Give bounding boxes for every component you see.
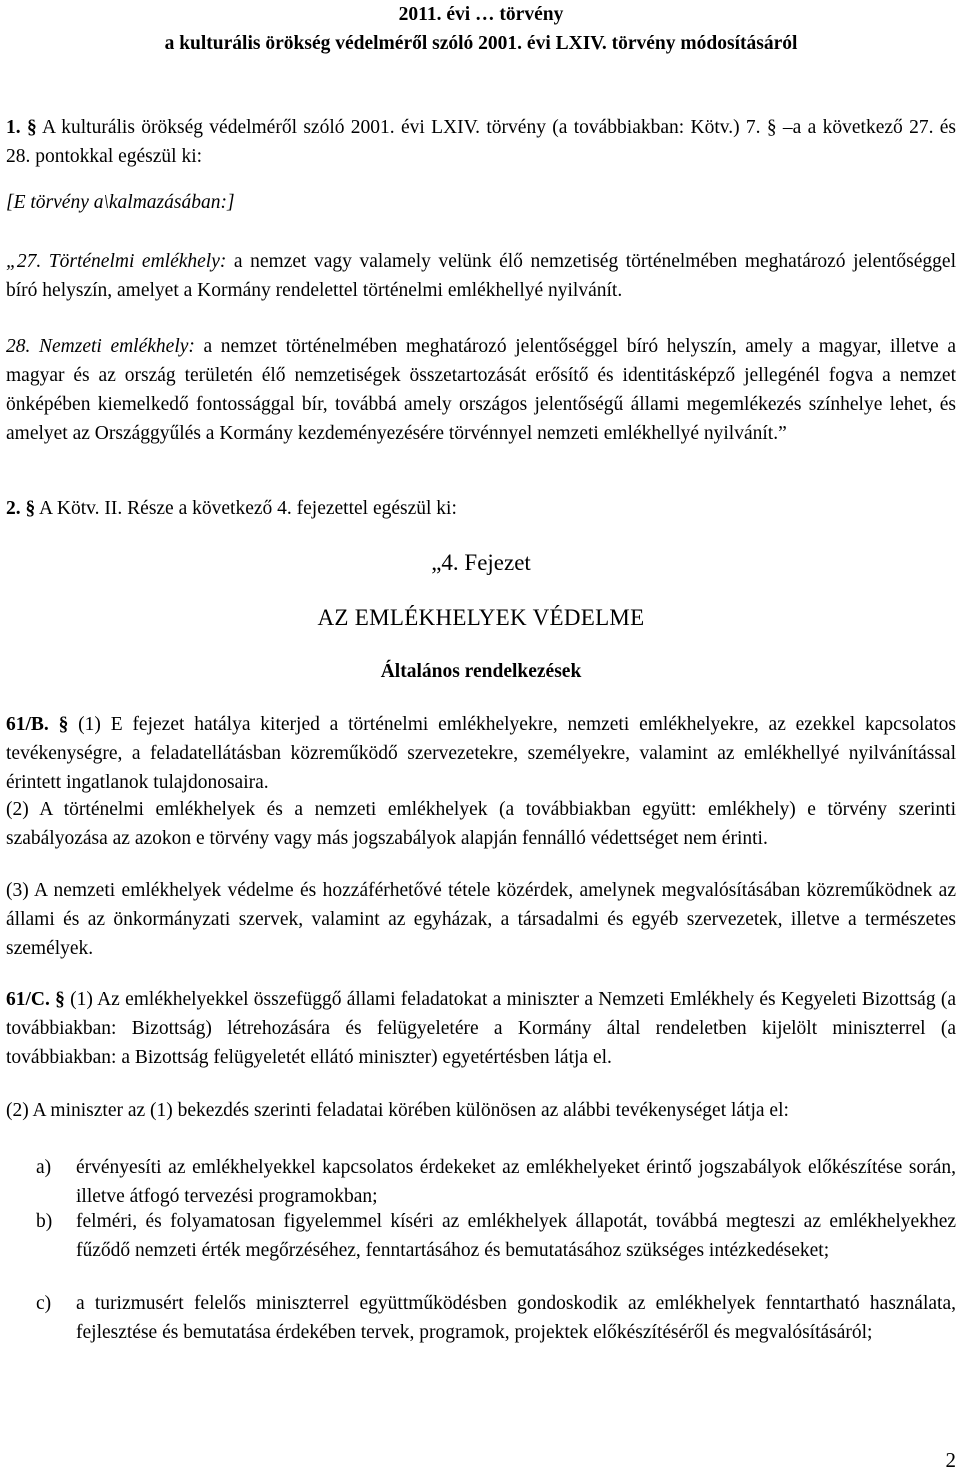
chapter-title: AZ EMLÉKHELYEK VÉDELME bbox=[317, 605, 645, 630]
section-2-text: A Kötv. II. Része a következő 4. fejezettel egészül ki: bbox=[35, 498, 457, 519]
document-title bbox=[6, 0, 956, 58]
point-27-text: a nemzet vagy valamely velünk élő nemzetiség történelmében meghatározó jelentőséggel bíró helyszín, amelyet a Kormány rendelettel történelmi emlékhellyé nyilvánít. bbox=[6, 251, 956, 301]
chapter-number: „4. Fejezet bbox=[431, 550, 531, 575]
chapter-subtitle: Általános rendelkezések bbox=[380, 661, 582, 682]
list-item-label: c) bbox=[36, 1293, 52, 1314]
section-61b-para-2: (2) A történelmi emlékhelyek és a nemzeti emlékhelyek (a továbbiakban együtt: emlékhely) e törvény szerinti szabályozása az azokon e törvény vagy más jogszabályok alapján fennálló védettséget nem érinti. bbox=[6, 799, 956, 849]
title-line-1: 2011. évi … törvény bbox=[398, 4, 564, 25]
list-item-text: a turizmusért felelős miniszterrel együttműködésben gondoskodik az emlékhelyek fenntartható használata, fejlesztése és bemutatása érdekében tervek, programok, projektek előkészítéséről és megvalósításáról; bbox=[76, 1293, 956, 1343]
list-item-b bbox=[6, 1207, 956, 1294]
point-27 bbox=[6, 247, 956, 305]
point-28-term: 28. Nemzeti emlékhely: bbox=[6, 336, 195, 357]
point-27-term: „27. Történelmi emlékhely: bbox=[6, 251, 227, 272]
list-item-label: a) bbox=[36, 1157, 52, 1178]
section-2 bbox=[6, 494, 956, 523]
page-number: 2 bbox=[945, 1448, 956, 1472]
section-2-number: 2. § bbox=[6, 498, 36, 519]
list-item-c bbox=[6, 1289, 956, 1376]
section-61c-para-1 bbox=[6, 985, 956, 1072]
list-item-label: b) bbox=[36, 1211, 53, 1232]
point-28-text: a nemzet történelmében meghatározó jelentőséggel bíró helyszín, amely a magyar, illetve a magyar és az ország területén élő nemzetiségek összetartozását erősítő és identitásképző jellegénél fogva a nemzet önképében kiemelkedő fontossággal bír, továbbá amely országos jelentőségű állami megemlékezés színhelye lehet, és amelyet az Országgyűlés a Kormány kezdeményezésére törvénnyel nemzeti emlékhellyé nyilvánít.” bbox=[6, 336, 956, 444]
title-line-2: a kulturális örökség védelméről szóló 2001. évi LXIV. törvény módosításáról bbox=[164, 33, 798, 54]
section-1 bbox=[6, 113, 956, 171]
section-61c-para-1-text: (1) Az emlékhelyekkel összefüggő állami feladatokat a miniszter a Nemzeti Emlékhely és Kegyeleti Bizottság (a továbbiakban: Bizottság) létrehozására és felügyeletére a Kormány által rendeletben kijelölt miniszterrel (a továbbiakban: a Bizottság felügyeletét ellátó miniszter) egyetértésben látja el. bbox=[6, 989, 956, 1068]
list-item-text: érvényesíti az emlékhelyekkel kapcsolatos érdekeket az emlékhelyeket érintő jogszabályok előkészítése során, illetve átfogó tervezési programokban; bbox=[76, 1157, 956, 1207]
section-61b-number: 61/B. § bbox=[6, 714, 69, 735]
bracket-note: [E törvény a\kalmazásában:] bbox=[6, 192, 235, 213]
section-61b-para-1-text: (1) E fejezet hatálya kiterjed a történelmi emlékhelyekre, nemzeti emlékhelyekre, az ezekkel kapcsolatos tevékenységre, a feladatellátásban közreműködő szervezetekre, személyekre, valamint az emlékhellyé nyilvánítással érintett ingatlanok tulajdonosaira. bbox=[6, 714, 956, 793]
section-1-number: 1. § bbox=[6, 117, 37, 138]
section-61c-number: 61/C. § bbox=[6, 989, 65, 1010]
section-1-text: A kulturális örökség védelméről szóló 2001. évi LXIV. törvény (a továbbiakban: Kötv.) 7. § –a a következő 27. és 28. pontokkal egészül ki: bbox=[6, 117, 957, 167]
list-item-text: felméri, és folyamatosan figyelemmel kíséri az emlékhelyek állapotát, továbbá megteszi az emlékhelyekhez fűződő nemzeti érték megőrzéséhez, fenntartásához és bemutatásához szükséges intézkedéseket; bbox=[76, 1211, 956, 1261]
list-item-a bbox=[6, 1153, 956, 1211]
section-61b-para-1 bbox=[6, 710, 956, 797]
point-28 bbox=[6, 332, 956, 448]
section-61c-para-2: (2) A miniszter az (1) bekezdés szerinti feladatai körében különösen az alábbi tevékenységet látja el: bbox=[6, 1100, 789, 1121]
section-61b-para-3: (3) A nemzeti emlékhelyek védelme és hozzáférhetővé tétele közérdek, amelynek megvalósításában közreműködnek az állami és az önkormányzati szervek, valamint az egyházak, a társadalmi és egyéb szervezetek, illetve a természetes személyek. bbox=[6, 880, 956, 959]
